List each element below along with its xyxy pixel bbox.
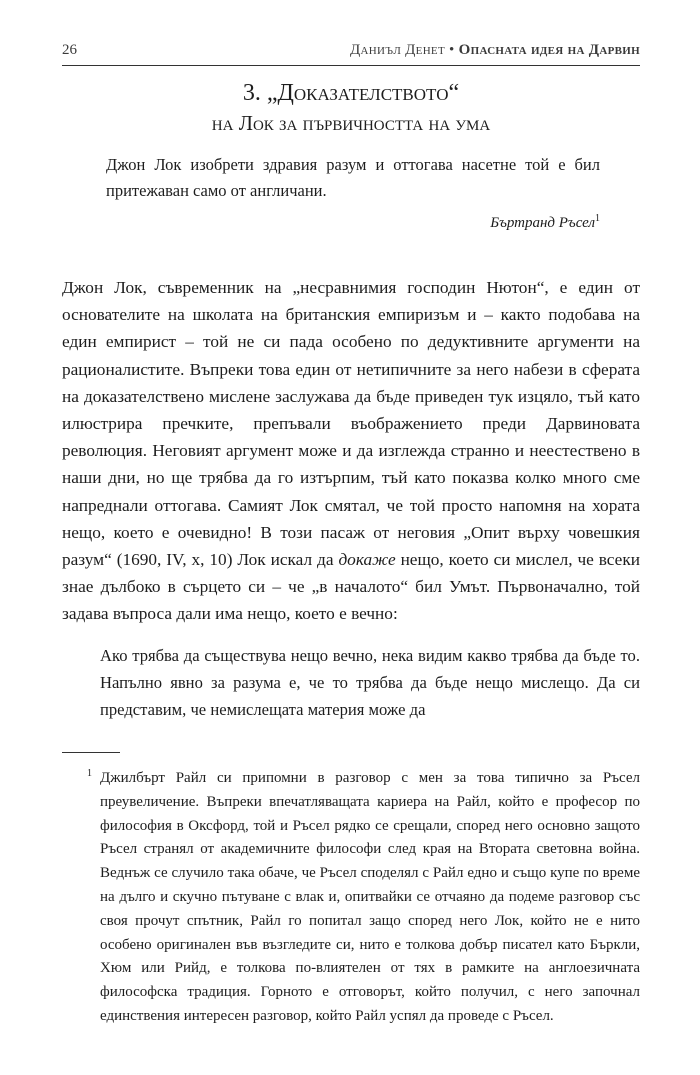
chapter-title-line2: на Лок за първичността на ума xyxy=(211,111,491,135)
main-text xyxy=(62,274,640,723)
body-paragraph xyxy=(62,274,640,628)
author-name: Даниъл Денет xyxy=(350,42,445,58)
emphasized-word: докаже xyxy=(338,550,396,570)
chapter-title-line1: 3. „Доказателството“ xyxy=(242,80,460,106)
footnote-mark: 1 xyxy=(87,768,92,779)
paragraph-text-part1: Джон Лок, съвременник на „несравнимия господин Нютон“, е един от основателите на школата на британския емпиризъм и – както подобава на един емпирист – той не си пада особено по дедуктивните аргументи на рационалистите. Въпреки това един от нетипичните за него набези в сферата на доказателствено мислене заслужава да бъде приведен тук изцяло, тъй като илюстрира пречките, препъвали въображението преди Дарвиновата революция. Неговият аргумент може и да изглежда странно и неестествено в наши дни, но ще трябва да го изтърпим, тъй като показва колко много сме напреднали оттогава. Самият Лок смятал, че той просто напомня на хората нещо, което е очевидно! В този пасаж от неговия „Опит върху човешкия разум“ (1690, IV, x, 10) Лок искал да xyxy=(62,278,640,570)
epigraph-text: Джон Лок изобрети здравия разум и оттогава насетне той е бил притежаван само от англичани. xyxy=(106,155,600,200)
footnote-text: Джилбърт Райл си припомни в разговор с мен за това типично за Ръсел преувеличение. Въпреки впечатляващата кариера на Райл, който е професор по философия в Оксфорд, той и Ръсел рядко се срещали, според него основно защото Ръсел странял от академичните философи след края на Втората световна война. Веднъж се случило така обаче, че Ръсел споделял с Райл едно и също купе по време на дълго и скучно пътуване с влак и, опитвайки се отчаяно да подеме разговор със своя прочут спътник, Райл го попитал защо според него Лок, който не е нито особено оригинален във възгледите си, нито е толкова добър писател като Бъркли, Хюм или Рийд, е толкова по-влиятелен от тях в рамките на англоезичната философска традиция. Горното е отговорът, който получил, с него започнал единствения интересен разговор, който Райл успял да проведе с Ръсел. xyxy=(100,770,640,1024)
block-quote: Ако трябва да съществува нещо вечно, нека видим какво трябва да бъде то. Напълно явно за разума е, че то трябва да бъде нещо мислещо. Да си представим, че немислещата материя може да xyxy=(100,645,640,719)
footnote-divider xyxy=(62,752,120,753)
footnote-reference[interactable]: 1 xyxy=(595,213,600,224)
epigraph-attribution xyxy=(106,206,600,236)
footnote xyxy=(62,762,640,1029)
book-page xyxy=(62,42,640,723)
page-number: 26 xyxy=(62,42,77,58)
chapter-heading xyxy=(62,78,640,138)
epigraph-author: Бъртранд Ръсел xyxy=(490,215,595,231)
epigraph xyxy=(106,152,600,236)
book-title: Опасната идея на Дарвин xyxy=(458,42,640,58)
running-head xyxy=(62,42,640,66)
running-head-title xyxy=(350,42,640,59)
paragraph-text-part2: нещо, което си мислел, че всеки знае дълбоко в сърцето си – че „в началото“ бил Умът. Първоначално, той задава въпроса дали има нещо, което е вечно: xyxy=(62,550,640,624)
head-separator: • xyxy=(449,42,455,58)
